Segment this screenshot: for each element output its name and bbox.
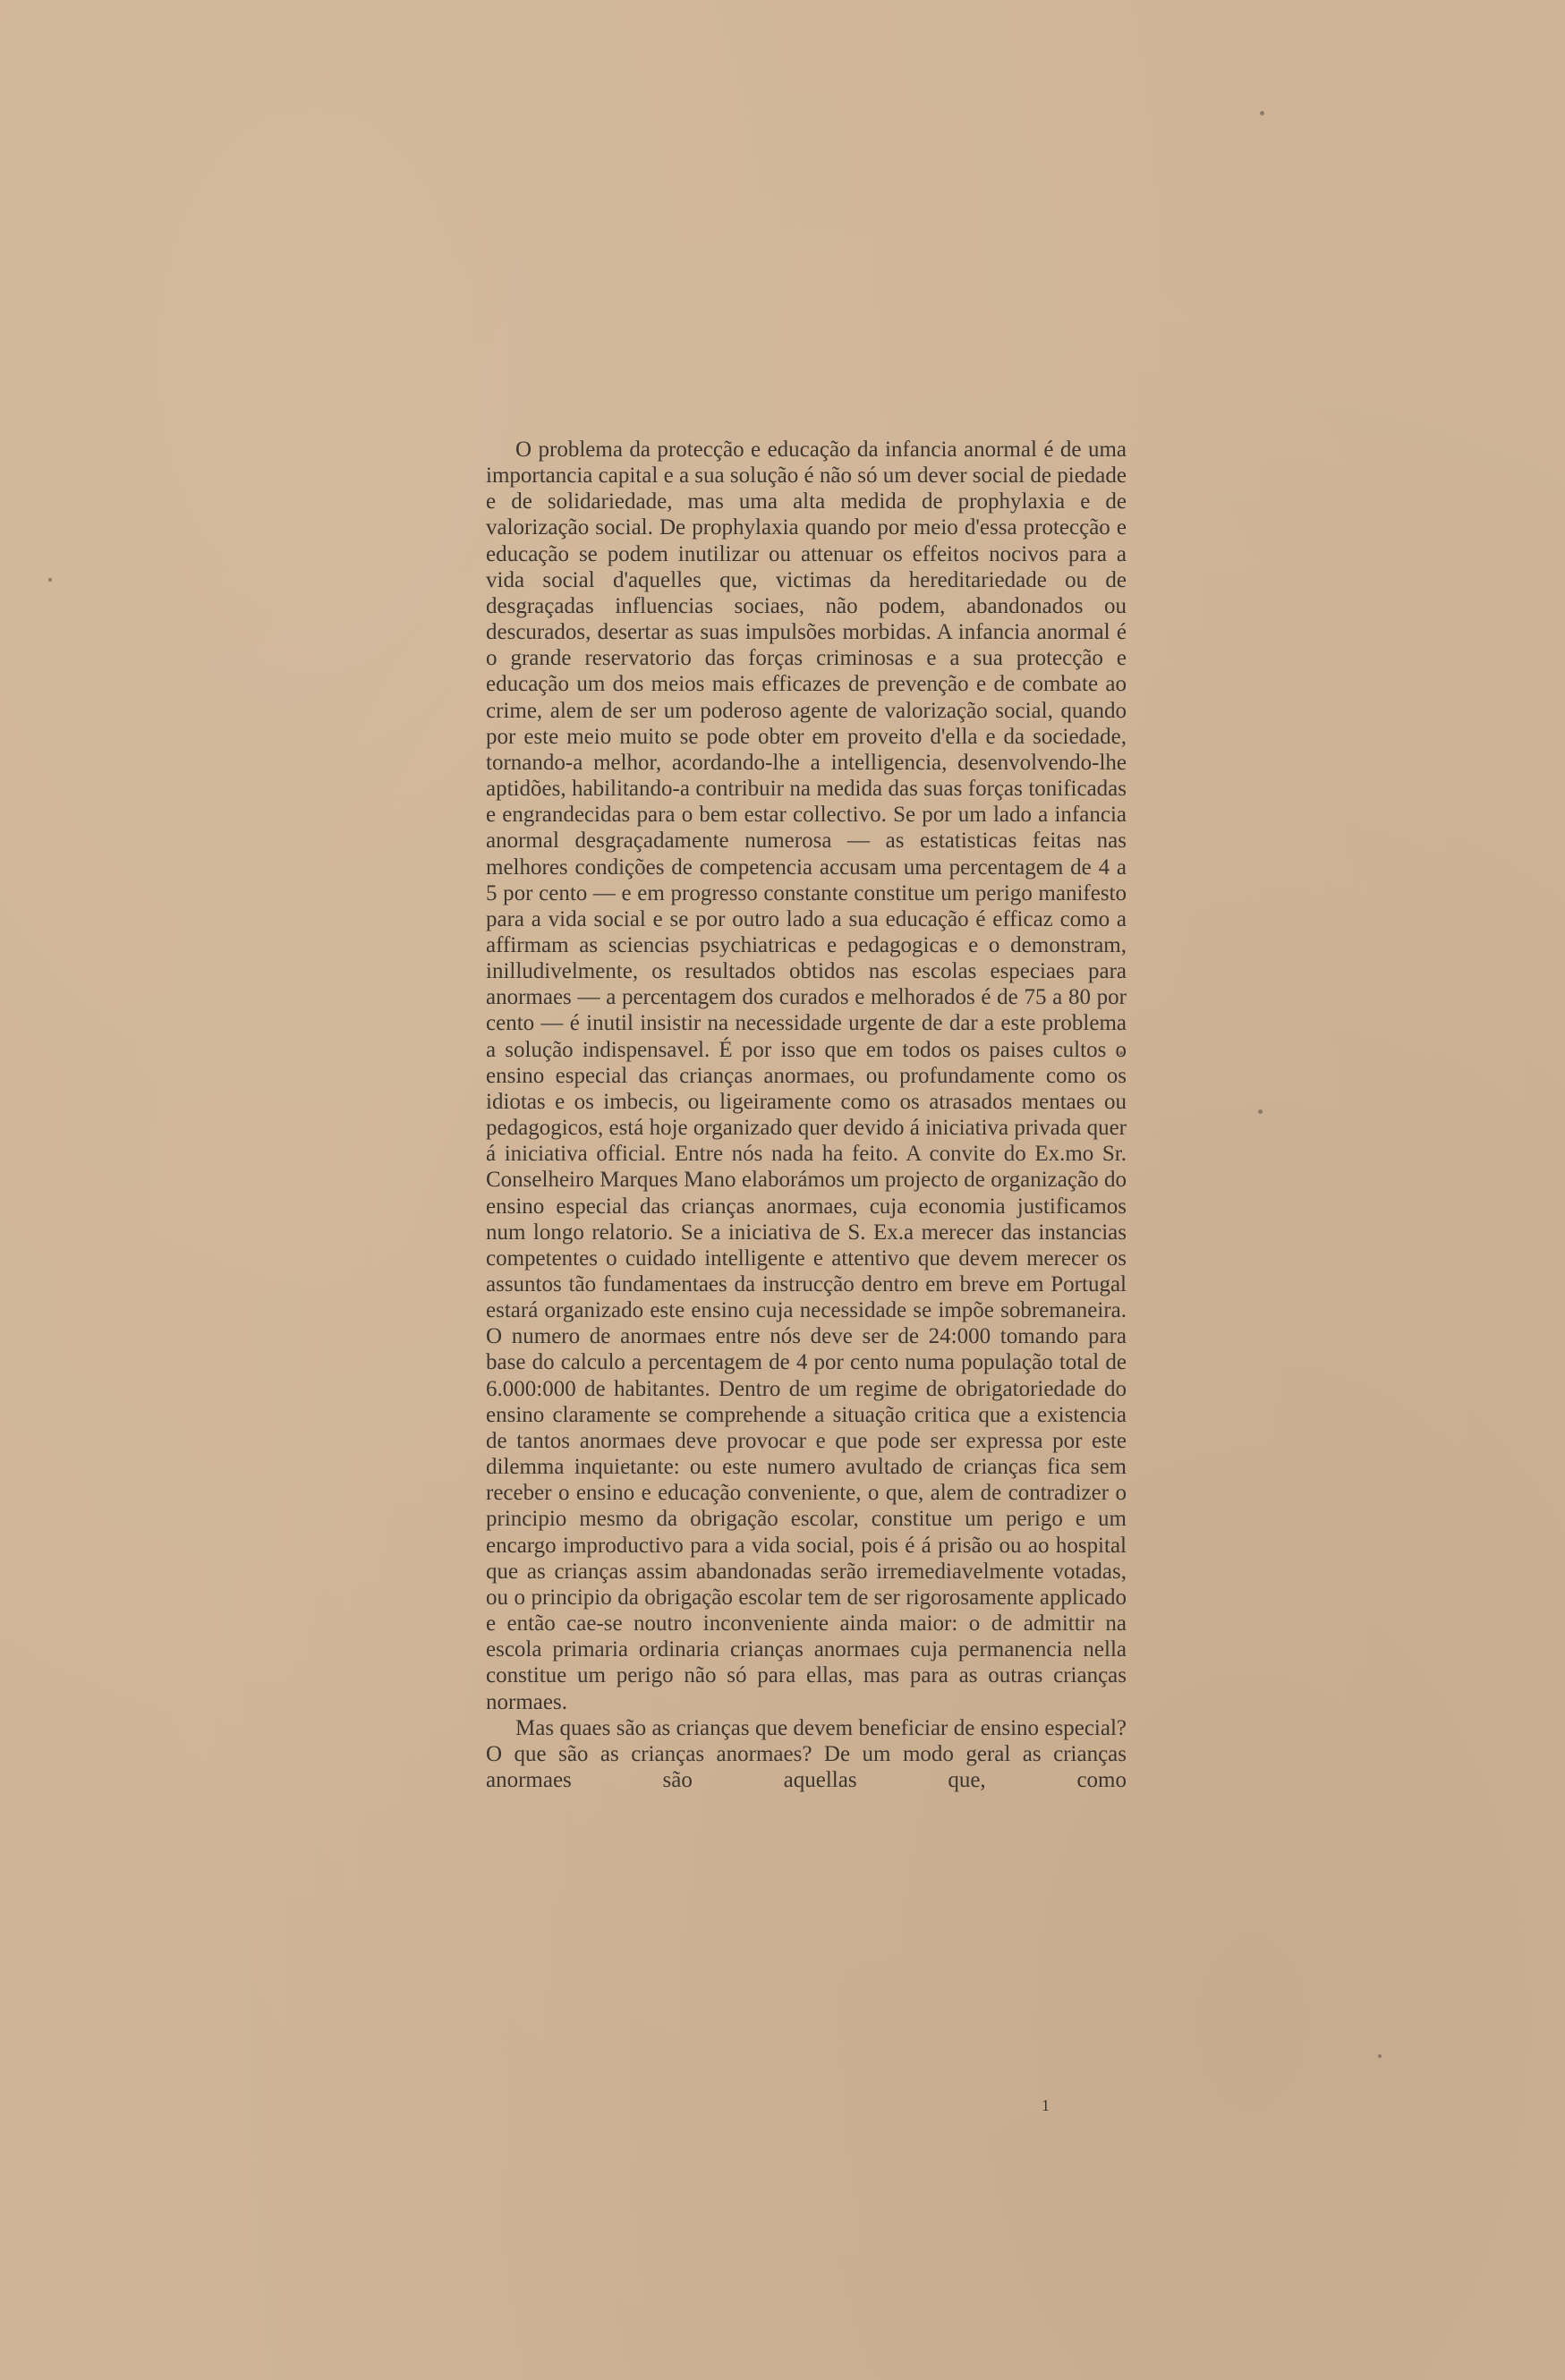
- paragraph-1: O problema da protecção e educação da infancia anormal é de uma importancia capital e a sua solução é não só um dever social de piedade e de solidariedade, mas uma alta medida de prophylaxia e de valorização social. De prophylaxia quando por meio d'essa protecção e educação se podem inutilizar ou attenuar os effeitos nocivos para a vida social d'aquelles que, victimas da hereditariedade ou de desgraçadas influencias sociaes, não podem, abandonados ou descurados, desertar as suas impulsões morbidas. A infancia anormal é o grande reservatorio das forças criminosas e a sua protecção e educação um dos meios mais efficazes de prevenção e de combate ao crime, alem de ser um poderoso agente de valorização social, quando por este meio muito se pode obter em proveito d'ella e da sociedade, tornando-a melhor, acordando-lhe a intelligencia, desenvolvendo-lhe aptidões, habilitando-a contribuir na medida das suas forças tonificadas e engrandecidas para o bem estar collectivo. Se por um lado a infancia anormal desgraçadamente numerosa — as estatisticas feitas nas melhores condições de competencia accusam uma percentagem de 4 a 5 por cento — e em progresso constante constitue um perigo manifesto para a vida social e se por outro lado a sua educação é efficaz como a affirmam as sciencias psychiatricas e pedagogicas e o demonstram, inilludivelmente, os resultados obtidos nas escolas especiaes para anormaes — a percentagem dos curados e melhorados é de 75 a 80 por cento — é inutil insistir na necessidade urgente de dar a este problema a solução indispensavel. É por isso que em todos os paises cultos o ensino especial das crianças anormaes, ou profundamente como os idiotas e os imbecis, ou ligeiramente como os atrasados mentaes ou pedagogicos, está hoje organizado quer devido á iniciativa privada quer á iniciativa official. Entre nós nada ha feito. A convite do Ex.mo Sr. Conselheiro Marques Mano elaborámos um projecto de organização do ensino especial das crianças anormaes, cuja economia justificamos num longo relatorio. Se a iniciativa de S. Ex.a merecer das instancias competentes o cuidado intelligente e attentivo que devem merecer os assuntos tão fundamentaes da instrucção dentro em breve em Portugal estará organizado este ensino cuja necessidade se impõe sobremaneira. O numero de anormaes entre nós deve ser de 24:000 tomando para base do calculo a percentagem de 4 por cento numa população total de 6.000:000 de habitantes. Dentro de um regime de obrigatoriedade do ensino claramente se comprehende a situação critica que a existencia de tantos anormaes deve provocar e que pode ser expressa por este dilemma inquietante: ou este numero avultado de crianças fica sem receber o ensino e educação conveniente, o que, alem de contradizer o principio mesmo da obrigação escolar, constitue um perigo e um encargo improductivo para a vida social, pois é á prisão ou ao hospital que as crianças assim abandonadas serão irremediavelmente votadas, ou o principio da obrigação escolar tem de ser rigorosamente applicado e então cae-se noutro inconveniente ainda maior: o de admittir na escola primaria ordinaria crianças anormaes cuja permanencia nella constitue um perigo não só para ellas, mas para as outras crianças normaes.: [486, 438, 1127, 1714]
- paper-speck: [1378, 2054, 1382, 2058]
- paper-speck: [1260, 111, 1264, 115]
- page-number: 1: [1042, 2096, 1050, 2114]
- paper-speck: [48, 578, 52, 582]
- body-text: [486, 437, 1127, 1793]
- paragraph-2: Mas quaes são as crianças que devem beneficiar de ensino especial? O que são as crianças anormaes? De um modo geral as crianças anormaes são aquellas que, como: [486, 1715, 1127, 1792]
- paper-speck: [1258, 1109, 1263, 1114]
